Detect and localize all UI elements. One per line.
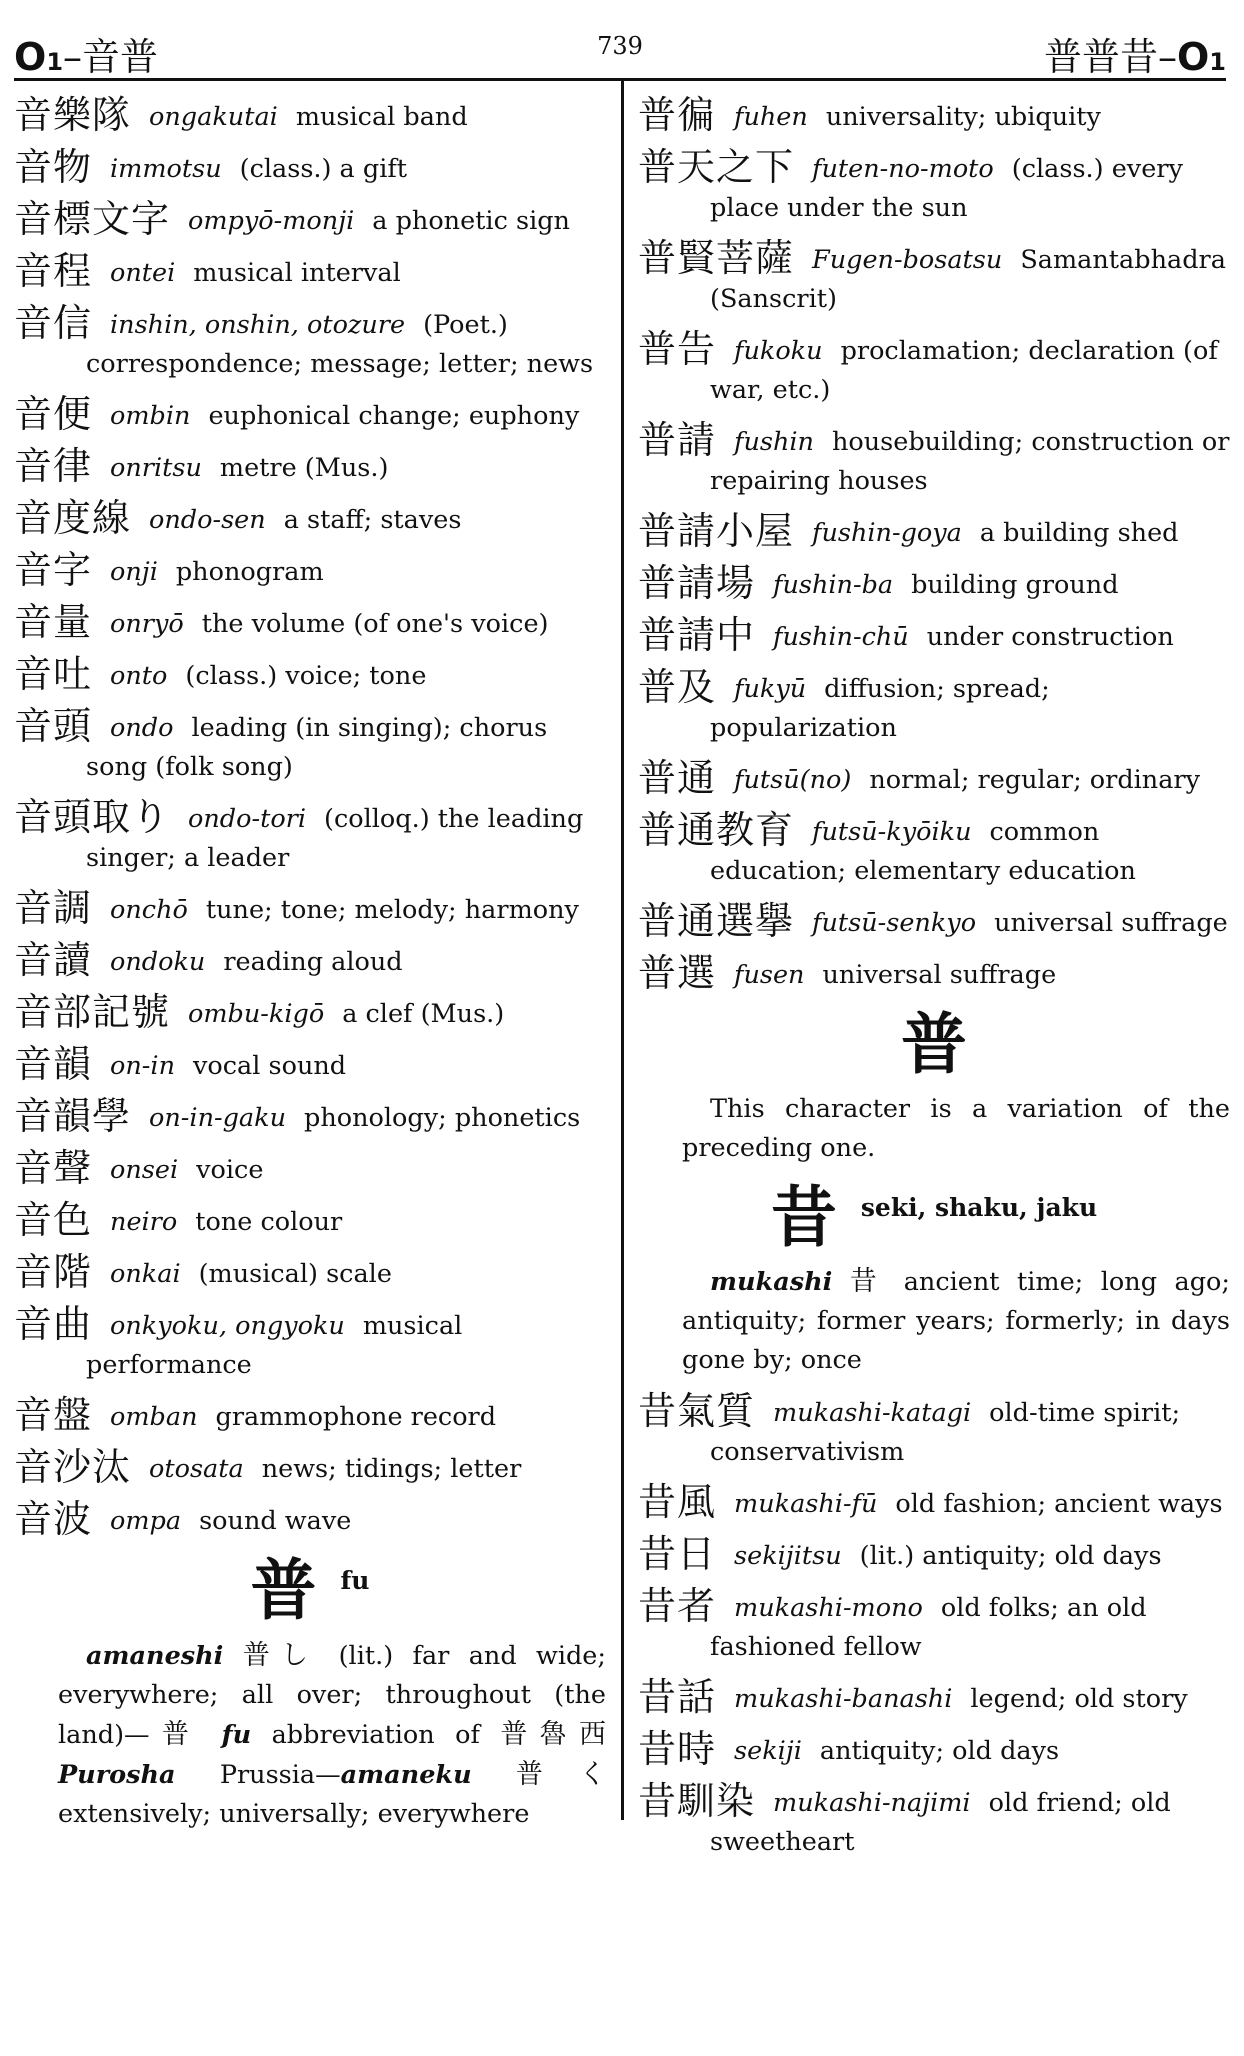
entry-reading: fushin-chū [773, 622, 909, 652]
dictionary-entry [14, 1198, 606, 1242]
entry-kanji: 音量 [14, 600, 93, 644]
entry-reading: Fugen-bosatsu [812, 245, 1003, 275]
entry-kanji: 普請 [638, 418, 717, 462]
fu-description: amaneshi 普し (lit.) far and wide; everywhere; all over; throughout (the land)—普 fu abbreviation of 普魯西 Purosha Prussia—amaneku 普く extensively; universally; everywhere [58, 1639, 607, 1829]
entry-definition: a building shed [979, 518, 1179, 548]
entry-kanji: 音韻 [14, 1042, 93, 1086]
entry-kanji: 普通教育 [638, 808, 795, 852]
entry-kanji: 音色 [14, 1198, 93, 1242]
entry-kanji: 音程 [14, 249, 93, 293]
entry-definition: old-time spirit; conservativism [710, 1398, 1181, 1468]
entry-reading: mukashi-banashi [734, 1684, 953, 1715]
entry-reading: fushin-goya [812, 518, 962, 548]
entry-definition: (lit.) antiquity; old days [859, 1541, 1162, 1572]
entry-kanji: 音盤 [14, 1393, 93, 1437]
entry-kanji: 昔話 [638, 1675, 717, 1720]
entry-reading: neiro [110, 1207, 178, 1237]
entry-definition: diffusion; spread; popularization [710, 674, 1050, 743]
entry-reading: on-in-gaku [149, 1103, 287, 1133]
entry-definition: grammophone record [215, 1402, 497, 1432]
entry-definition: sound wave [199, 1506, 352, 1536]
dictionary-entry [14, 795, 606, 878]
column-divider [621, 80, 624, 1820]
dictionary-entry [638, 665, 1230, 748]
entry-reading: onryō [110, 609, 184, 639]
entry-reading: ompyō-monji [188, 206, 355, 236]
entry-definition: old folks; an old fashioned fellow [710, 1593, 1147, 1663]
entry-definition: phonogram [175, 557, 324, 587]
entry-reading: fukoku [734, 336, 823, 366]
dictionary-entry [14, 392, 606, 436]
entry-reading: onritsu [110, 453, 202, 483]
entry-definition: (colloq.) the leading singer; a leader [86, 804, 584, 873]
entry-definition: voice [196, 1155, 264, 1185]
dictionary-entry [14, 600, 606, 644]
entry-reading: mukashi-mono [734, 1593, 923, 1624]
entry-definition: vocal sound [193, 1051, 347, 1081]
left-entry-list [14, 93, 606, 1541]
dictionary-entry [14, 1042, 606, 1086]
entry-kanji: 普通 [638, 756, 717, 800]
heading-reading: seki, shaku, jaku [860, 1192, 1098, 1222]
heading-kanji: 普 [901, 1006, 967, 1083]
entry-definition: a phonetic sign [372, 206, 570, 236]
entry-definition: euphonical change; euphony [208, 401, 580, 431]
page-header [14, 20, 1226, 80]
dictionary-entry [638, 1727, 1230, 1772]
entry-kanji: 音便 [14, 392, 93, 436]
entry-definition: housebuilding; construction or repairing houses [710, 427, 1230, 496]
dictionary-entry [14, 496, 606, 540]
entry-reading: futsū-kyōiku [812, 817, 972, 847]
entry-definition: a staff; staves [283, 505, 462, 535]
entry-definition: news; tidings; letter [261, 1454, 522, 1484]
entry-reading: fuhen [734, 102, 808, 132]
entry-kanji: 音調 [14, 886, 93, 930]
entry-reading: fukyū [734, 674, 807, 704]
entry-reading: immotsu [110, 154, 222, 184]
entry-reading: mukashi-fū [734, 1489, 878, 1520]
entry-definition: old fashion; ancient ways [895, 1489, 1223, 1520]
entry-reading: ondoku [110, 947, 206, 977]
header-right-index: 普普昔–O1 [1043, 35, 1226, 79]
page-number: 739 [597, 32, 643, 60]
dictionary-entry [14, 548, 606, 592]
entry-kanji: 昔風 [638, 1480, 717, 1525]
seki-description: mukashi 昔 ancient time; long ago; antiquity; former years; formerly; in days gone by; once [682, 1266, 1230, 1376]
entry-reading: ombin [110, 401, 191, 431]
entry-kanji: 音樂隊 [14, 93, 132, 137]
entry-reading: mukashi-katagi [773, 1398, 972, 1429]
dictionary-entry [14, 938, 606, 982]
entry-kanji: 昔馴染 [638, 1779, 756, 1824]
section-heading-fu [14, 1552, 606, 1629]
dictionary-entry [638, 561, 1230, 605]
entry-kanji: 昔日 [638, 1532, 717, 1577]
dictionary-entry [14, 990, 606, 1034]
entry-kanji: 普請中 [638, 613, 756, 657]
entry-kanji: 普徧 [638, 93, 717, 137]
entry-kanji: 普通選擧 [638, 899, 795, 943]
dictionary-entry [638, 756, 1230, 800]
entry-reading: onchō [110, 895, 188, 925]
dictionary-entry [14, 886, 606, 930]
dictionary-entry [14, 145, 606, 189]
header-left-index: O1–音普 [14, 35, 159, 79]
entry-definition: legend; old story [970, 1684, 1188, 1715]
dictionary-entry [638, 93, 1230, 137]
entry-definition: musical interval [193, 258, 401, 288]
entry-kanji: 昔者 [638, 1584, 717, 1629]
dictionary-entry [14, 1094, 606, 1138]
right-column [638, 93, 1230, 1873]
entry-kanji: 音階 [14, 1250, 93, 1294]
entry-reading: onkai [110, 1259, 181, 1289]
entry-kanji: 普天之下 [638, 145, 795, 189]
entry-definition: normal; regular; ordinary [869, 765, 1201, 795]
left-column [14, 93, 607, 1846]
entry-reading: inshin, onshin, otozure [110, 310, 406, 340]
entry-definition: metre (Mus.) [219, 453, 389, 483]
entry-kanji: 音字 [14, 548, 93, 592]
dictionary-entry [14, 1445, 606, 1489]
entry-kanji: 音聲 [14, 1146, 93, 1190]
entry-reading: omban [110, 1402, 198, 1432]
fu-variant-description: This character is a variation of the preceding one. [682, 1093, 1230, 1163]
dictionary-entry [14, 704, 606, 787]
entry-kanji: 音波 [14, 1497, 93, 1541]
entry-kanji: 普及 [638, 665, 717, 709]
dictionary-entry [638, 1584, 1230, 1667]
entry-definition: under construction [926, 622, 1174, 652]
dictionary-entry [638, 1389, 1230, 1472]
entry-definition: phonology; phonetics [304, 1103, 581, 1133]
entry-kanji: 音律 [14, 444, 93, 488]
dictionary-entry [638, 1675, 1230, 1720]
entry-reading: sekijitsu [734, 1541, 842, 1572]
entry-reading: ontei [110, 258, 176, 288]
dictionary-entry [638, 1532, 1230, 1577]
entry-definition: tone colour [195, 1207, 343, 1237]
dictionary-entry [14, 1250, 606, 1294]
entry-kanji: 音物 [14, 145, 93, 189]
entry-definition: universal suffrage [994, 908, 1228, 938]
entry-reading: on-in [110, 1051, 175, 1081]
dictionary-entry [638, 145, 1230, 228]
dictionary-entry [14, 249, 606, 293]
entry-reading: ompa [110, 1506, 182, 1536]
entry-definition: a clef (Mus.) [342, 999, 505, 1029]
entry-kanji: 音標文字 [14, 197, 171, 241]
dictionary-entry [14, 444, 606, 488]
entry-definition: musical band [295, 102, 468, 132]
entry-kanji: 音度線 [14, 496, 132, 540]
entry-reading: onsei [110, 1155, 179, 1185]
dictionary-entry [638, 899, 1230, 943]
dictionary-entry [14, 197, 606, 241]
entry-kanji: 音信 [14, 301, 93, 345]
entry-reading: fusen [734, 960, 805, 990]
dictionary-entry [638, 951, 1230, 995]
dictionary-entry [14, 1302, 606, 1385]
dictionary-entry [638, 327, 1230, 410]
section-heading-fu-variant [638, 1006, 1230, 1083]
entry-kanji: 音沙汰 [14, 1445, 132, 1489]
entry-kanji: 音韻學 [14, 1094, 132, 1138]
entry-definition: tune; tone; melody; harmony [205, 895, 579, 925]
entry-reading: ombu-kigō [188, 999, 325, 1029]
entry-reading: fushin [734, 427, 814, 457]
entry-kanji: 昔氣質 [638, 1389, 756, 1434]
entry-reading: mukashi-najimi [773, 1788, 971, 1819]
entry-reading: otosata [149, 1454, 244, 1484]
entry-kanji: 音部記號 [14, 990, 171, 1034]
entry-reading: onji [110, 557, 158, 587]
dictionary-entry [638, 236, 1230, 319]
entry-definition: the volume (of one's voice) [201, 609, 549, 639]
right-entry-list-a [638, 93, 1230, 995]
dictionary-entry [638, 1779, 1230, 1862]
entry-definition: leading (in singing); chorus song (folk song) [86, 713, 548, 782]
entry-reading: onto [110, 661, 168, 691]
entry-definition: building ground [911, 570, 1119, 600]
entry-reading: ondo [110, 713, 174, 743]
entry-kanji: 音讀 [14, 938, 93, 982]
dictionary-entry [14, 1393, 606, 1437]
entry-definition: (class.) every place under the sun [710, 154, 1183, 223]
dictionary-entry [638, 613, 1230, 657]
entry-definition: (class.) a gift [239, 154, 408, 184]
dictionary-entry [14, 1146, 606, 1190]
heading-kanji: 昔 [770, 1178, 837, 1256]
entry-definition: universality; ubiquity [825, 102, 1101, 132]
entry-kanji: 普賢菩薩 [638, 236, 795, 280]
entry-definition: universal suffrage [822, 960, 1057, 990]
dictionary-entry [14, 652, 606, 696]
entry-reading: futen-no-moto [812, 154, 994, 184]
entry-kanji: 普選 [638, 951, 717, 995]
entry-definition: (musical) scale [198, 1259, 392, 1289]
entry-kanji: 普請小屋 [638, 509, 795, 553]
heading-reading: fu [340, 1566, 370, 1595]
entry-definition: reading aloud [223, 947, 403, 977]
dictionary-entry [638, 509, 1230, 553]
right-entry-list-b [638, 1389, 1230, 1862]
entry-kanji: 音頭取り [14, 795, 171, 839]
entry-kanji: 普請場 [638, 561, 756, 605]
entry-definition: (class.) voice; tone [185, 661, 427, 691]
entry-definition: antiquity; old days [819, 1736, 1060, 1767]
heading-kanji: 普 [250, 1552, 317, 1629]
entry-kanji: 音頭 [14, 704, 93, 748]
dictionary-entry [638, 1480, 1230, 1525]
entry-definition: proclamation; declaration (of war, etc.) [710, 336, 1218, 405]
entry-reading: sekiji [734, 1736, 802, 1767]
entry-definition: common education; elementary education [710, 817, 1136, 886]
dictionary-entry [638, 808, 1230, 891]
entry-kanji: 音曲 [14, 1302, 93, 1346]
entry-kanji: 音吐 [14, 652, 93, 696]
entry-reading: ongakutai [149, 102, 278, 132]
section-heading-seki [638, 1178, 1230, 1256]
entry-reading: ondo-sen [149, 505, 266, 535]
entry-definition: musical performance [86, 1311, 463, 1380]
dictionary-entry [14, 301, 606, 384]
entry-reading: onkyoku, ongyoku [110, 1311, 345, 1341]
entry-reading: futsū-senkyo [812, 908, 977, 938]
dictionary-entry [638, 418, 1230, 501]
entry-reading: ondo-tori [188, 804, 307, 834]
dictionary-entry [14, 93, 606, 137]
entry-kanji: 普告 [638, 327, 717, 371]
entry-definition: (Poet.) correspondence; message; letter; news [86, 310, 594, 379]
header-rule [14, 78, 1226, 81]
entry-definition: Samantabhadra (Sanscrit) [710, 245, 1226, 314]
entry-definition: old friend; old sweetheart [710, 1788, 1171, 1858]
dictionary-entry [14, 1497, 606, 1541]
entry-kanji: 昔時 [638, 1727, 717, 1772]
entry-reading: futsū(no) [734, 765, 852, 795]
entry-reading: fushin-ba [773, 570, 894, 600]
